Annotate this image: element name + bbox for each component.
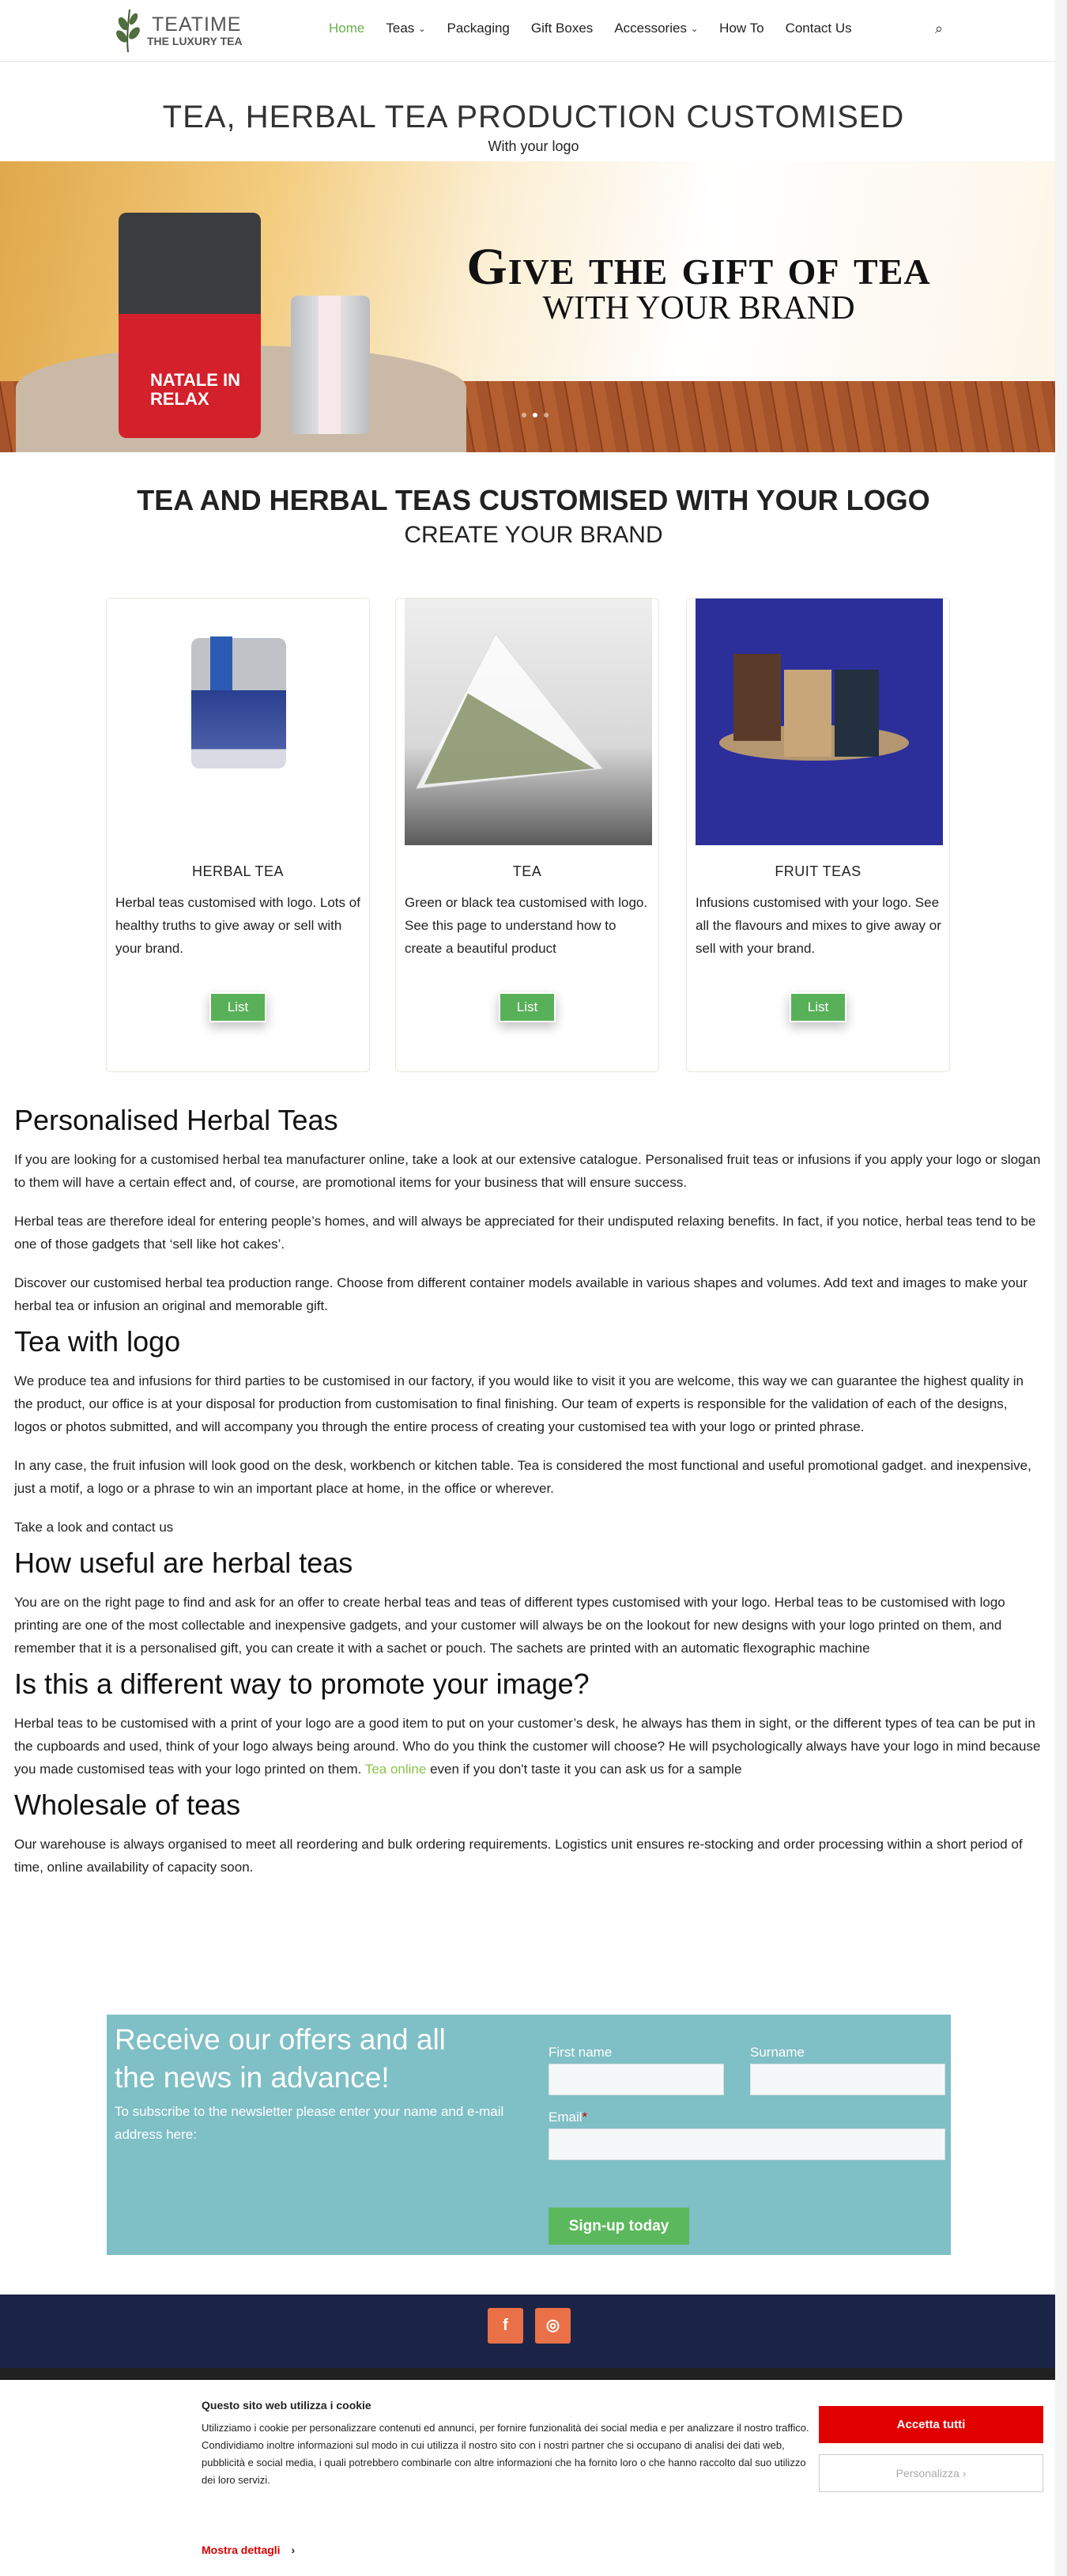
paragraph	[14, 1712, 1041, 1781]
small-tin-image	[291, 296, 370, 434]
card-text: Herbal teas customised with logo. Lots of healthy truths to give away or sell with your brand.	[115, 895, 360, 956]
paragraph: In any case, the fruit infusion will look good on the desk, workbench or kitchen table. Tea is considered the most functional and useful promotional gadget. and inexpensive, just a motif, a logo or a phrase to win an important place at home, in the office or wherever.	[14, 1458, 1031, 1496]
first-name-label: First name	[549, 2045, 613, 2060]
cookie-text: Utilizziamo i cookie per personalizzare contenuti ed annunci, per fornire funzionalità dei social media e per analizzare il nostro traffico. Condividiamo inoltre informazioni sul modo in cui utilizza il nostro sito con i nostri partner che si occupano di analisi dei dati web, pubblicità e social media, i quali potrebbero combinarle con altre informazioni che ha fornito loro o che hanno raccolto dal suo utilizzo dei loro servizi.	[202, 2422, 809, 2486]
list-button[interactable]: List	[209, 992, 266, 1022]
instagram-icon[interactable]: ◎	[535, 2308, 571, 2344]
fruit-tea-packs-image	[696, 599, 943, 845]
chevron-right-icon: ›	[291, 2544, 296, 2556]
logo-subtitle: THE LUXURY TEA	[147, 35, 243, 47]
logo[interactable]	[112, 8, 243, 54]
accept-all-button[interactable]: Accetta tutti	[819, 2406, 1043, 2443]
banner-text	[422, 237, 975, 327]
tin-label: NATALE IN RELAX	[150, 370, 241, 409]
nav-label: Contact Us	[785, 21, 852, 36]
cookie-title: Questo sito web utilizza i cookie	[202, 2399, 371, 2412]
card-herbal-tea	[106, 598, 370, 1072]
customize-label: Personalizza	[895, 2467, 960, 2480]
chevron-down-icon: ⌄	[418, 24, 426, 34]
chevron-down-icon: ⌄	[690, 24, 699, 34]
card-text: Infusions customised with your logo. See all the flavours and mixes to give away or sell with your brand.	[696, 895, 941, 956]
slider-dot-active[interactable]	[533, 413, 537, 417]
nav-home[interactable]	[329, 21, 364, 36]
nav-packaging[interactable]	[447, 21, 510, 36]
show-details-label: Mostra dettagli	[202, 2544, 281, 2556]
paragraph: If you are looking for a customised herbal tea manufacturer online, take a look at our extensive catalogue. Personalised fruit teas or infusions if you apply your logo or slogan to them will have a certain effect and, of course, are promotional items for your business that will ensure success.	[14, 1152, 1041, 1190]
facebook-icon[interactable]: f	[488, 2308, 523, 2344]
page-title: TEA, HERBAL TEA PRODUCTION CUSTOMISED	[162, 100, 905, 134]
email-label-text: Email	[549, 2110, 583, 2125]
surname-input[interactable]	[750, 2064, 945, 2095]
card-tea	[395, 598, 659, 1072]
paragraph: Discover our customised herbal tea production range. Choose from different container models available in various shapes and volumes. Add text and images to make your herbal tea or infusion an original and memorable gift.	[14, 1275, 1027, 1313]
card-title: FRUIT TEAS	[775, 863, 862, 879]
nav-label: Packaging	[447, 21, 510, 36]
page-subtitle: With your logo	[488, 138, 579, 154]
required-mark: *	[582, 2110, 588, 2125]
customize-button[interactable]	[819, 2454, 1043, 2492]
heading: Is this a different way to promote your image?	[14, 1668, 590, 1700]
heading: How useful are herbal teas	[14, 1547, 353, 1579]
nav-label: Home	[329, 21, 365, 36]
nav-how-to[interactable]	[719, 21, 763, 36]
footer	[0, 2295, 1055, 2368]
header-nav	[0, 0, 1055, 62]
nav-contact-us[interactable]	[786, 21, 852, 36]
article	[0, 1104, 1055, 1879]
signup-button[interactable]: Sign-up today	[549, 2208, 689, 2245]
paragraph: Take a look and contact us	[14, 1520, 174, 1535]
newsletter-form	[107, 2015, 951, 2255]
nav-teas[interactable]	[386, 21, 425, 36]
tea-bag-image	[405, 599, 652, 845]
card-text: Green or black tea customised with logo. See this page to understand how to create a beautiful product	[405, 895, 648, 956]
text: Herbal teas to be customised with a print of your logo are a good item to put on your customer’s desk, he always has them in sight, or the different types of tea can be put in the cupboards and used, think of your logo always being around. Who do you think the customer will choose? He will psychologically always have your logo in mind because you made customised teas with your logo printed on them.	[14, 1716, 1041, 1777]
banner-line-1: Give the gift of tea	[466, 238, 931, 296]
nav-label: Teas	[386, 21, 415, 36]
search-icon[interactable]: ⌕	[935, 21, 944, 36]
slider-dots	[522, 413, 549, 417]
herbal-tea-tin-image	[115, 599, 363, 845]
heading: Tea with logo	[14, 1325, 181, 1358]
tea-tin-image	[119, 213, 261, 438]
heading: Wholesale of teas	[14, 1788, 241, 1821]
product-cards	[0, 598, 1067, 1072]
section-title: TEA AND HERBAL TEAS CUSTOMISED WITH YOUR LOGO	[137, 484, 930, 516]
card-title: HERBAL TEA	[191, 863, 285, 879]
list-button[interactable]: List	[499, 992, 556, 1022]
email-input[interactable]	[549, 2128, 945, 2160]
nav-label: Gift Boxes	[530, 21, 594, 36]
card-title: TEA	[512, 863, 542, 879]
scrollbar[interactable]	[1055, 0, 1067, 2576]
heading: Personalised Herbal Teas	[14, 1104, 338, 1136]
cookie-banner	[0, 2380, 1067, 2576]
logo-title: TEATIME	[152, 13, 242, 36]
section-subtitle: CREATE YOUR BRAND	[404, 522, 663, 548]
banner-line-2: WITH YOUR BRAND	[542, 290, 855, 327]
slider-dot[interactable]	[522, 413, 526, 417]
newsletter-description: To subscribe to the newsletter please enter your name and e-mail address here:	[115, 2104, 504, 2142]
main-menu	[329, 21, 873, 36]
tea-online-link[interactable]: Tea online	[364, 1762, 427, 1777]
text: even if you don't taste it you can ask us for a sample	[426, 1762, 742, 1777]
list-button[interactable]: List	[790, 992, 846, 1022]
nav-gift-boxes[interactable]	[531, 21, 593, 36]
email-label	[549, 2110, 587, 2125]
card-fruit-teas	[686, 598, 950, 1072]
surname-label: Surname	[750, 2045, 805, 2060]
nav-label: Accessories	[614, 21, 687, 36]
paragraph: Herbal teas are therefore ideal for entering people’s homes, and will always be appreciated for their undisputed relaxing benefits. In fact, if you notice, herbal teas tend to be one of those gadgets that ‘sell like hot cakes’.	[14, 1214, 1036, 1252]
footer-bottom-bar	[0, 2368, 1055, 2380]
first-name-input[interactable]	[549, 2064, 724, 2095]
show-details-link[interactable]	[202, 2544, 295, 2556]
hero-slider[interactable]	[0, 161, 1055, 452]
newsletter-title: Receive our offers and all the news in advance!	[115, 2023, 446, 2094]
paragraph: You are on the right page to find and ask for an offer to create herbal teas and teas of different types customised with your logo. Herbal teas to be customised with logo printing are one of the most collectable and inexpensive gadgets, and your customer will always be on the lookout for new designs with your logo printed on them, and remember that it is a personalised gift, you can create it with a sachet or pouch. The sachets are printed with an automatic flexographic machine	[14, 1595, 1005, 1656]
paragraph: Our warehouse is always organised to meet all reordering and bulk ordering requirements. Logistics unit ensures re-stocking and order processing within a short period of time, online availability of capacity soon.	[14, 1837, 1023, 1875]
nav-accessories[interactable]	[614, 21, 698, 36]
paragraph: We produce tea and infusions for third parties to be customised in our factory, if you would like to visit it you are welcome, this way we can guarantee the highest quality in the product, our office is at your disposal for production from customisation to final finishing. Our team of experts is responsible for the validation of each of the designs, logos or photos submitted, and will accompany you through the entire process of creating your customised tea with your logo or printed phrase.	[14, 1373, 1024, 1434]
leaf-logo-icon	[112, 8, 144, 54]
nav-label: How To	[719, 21, 764, 36]
slider-dot[interactable]	[544, 413, 549, 417]
chevron-right-icon: ›	[962, 2467, 967, 2480]
